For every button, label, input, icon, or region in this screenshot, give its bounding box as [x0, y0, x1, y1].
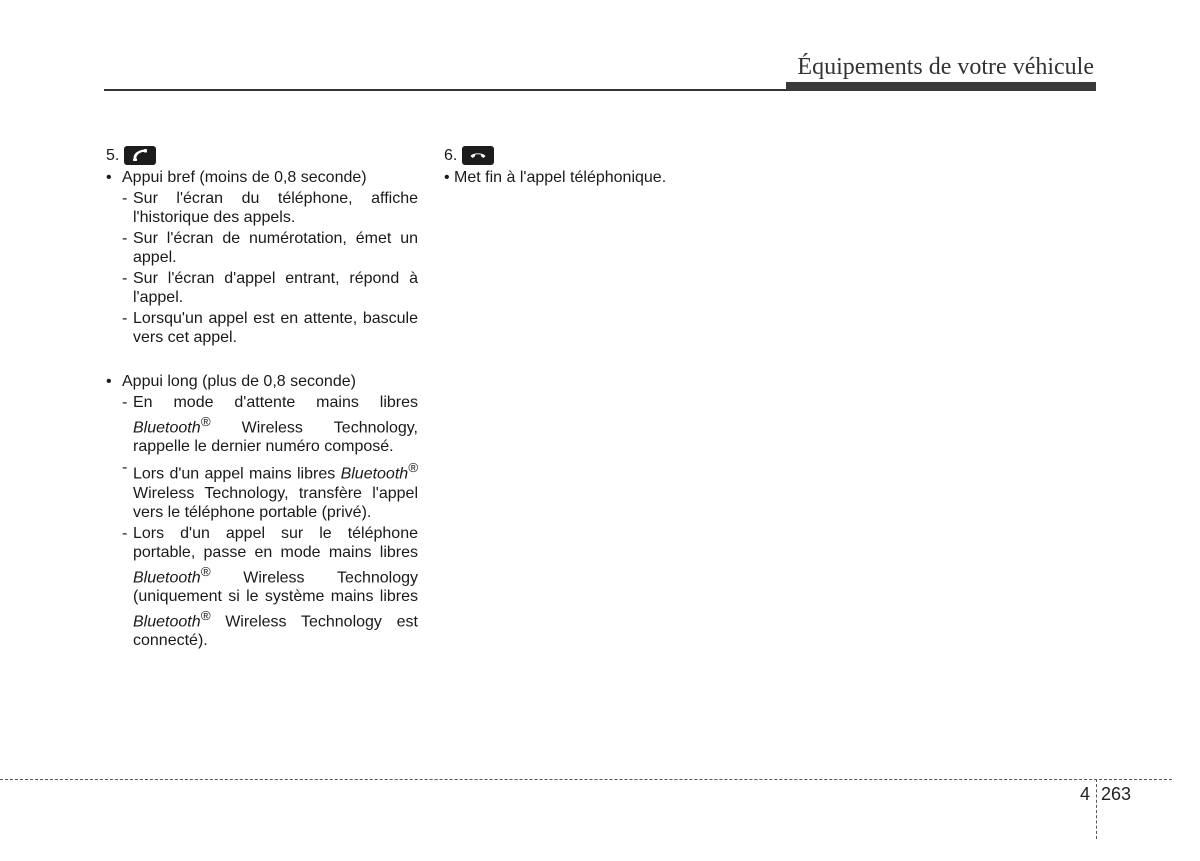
- chapter-number: 4: [1080, 784, 1091, 804]
- list-item: - Sur l'écran du téléphone, affiche l'historique des appels.: [122, 190, 418, 226]
- step-number: 5.: [106, 146, 120, 164]
- call-send-icon: [124, 146, 156, 165]
- list-item: - Lors d'un appel mains libres Bluetooth® Wireless Technology, transfère l'appel vers le téléphone portable (privé).: [122, 459, 418, 521]
- right-column: [444, 144, 764, 187]
- step-5-heading: [106, 144, 418, 166]
- page-title: Équipements de votre véhicule: [797, 54, 1094, 80]
- list-item: - En mode d'attente mains libres Bluetooth® Wireless Technology, rappelle le dernier numéro composé.: [122, 394, 418, 456]
- long-press-bullet: • Appui long (plus de 0,8 seconde): [106, 372, 418, 391]
- end-call-text: • Met fin à l'appel téléphonique.: [444, 169, 667, 186]
- call-end-icon: [462, 146, 494, 165]
- long-press-label: Appui long (plus de 0,8 seconde): [122, 373, 356, 390]
- page-number: 263: [1101, 784, 1132, 804]
- header-rule: [104, 89, 786, 91]
- short-press-label: Appui bref (moins de 0,8 seconde): [122, 169, 367, 186]
- left-column: [106, 144, 418, 650]
- step-6-heading: [444, 144, 764, 166]
- short-press-bullet: • Appui bref (moins de 0,8 seconde): [106, 168, 418, 187]
- footer-rule: [0, 779, 1172, 780]
- step-number: 6.: [444, 146, 458, 164]
- list-item: - Sur l'écran de numérotation, émet un appel.: [122, 230, 418, 266]
- list-item: - Lors d'un appel sur le téléphone portable, passe en mode mains libres Bluetooth® Wireless Technology (uniquement si le système mains libres Bluetooth® Wireless Technology est connecté).: [122, 524, 418, 650]
- footer-divider: [1096, 779, 1097, 839]
- list-item: - Lorsqu'un appel est en attente, bascule vers cet appel.: [122, 310, 418, 346]
- header-rule-bar: [786, 82, 1096, 91]
- list-item: - Sur l'écran d'appel entrant, répond à l'appel.: [122, 270, 418, 306]
